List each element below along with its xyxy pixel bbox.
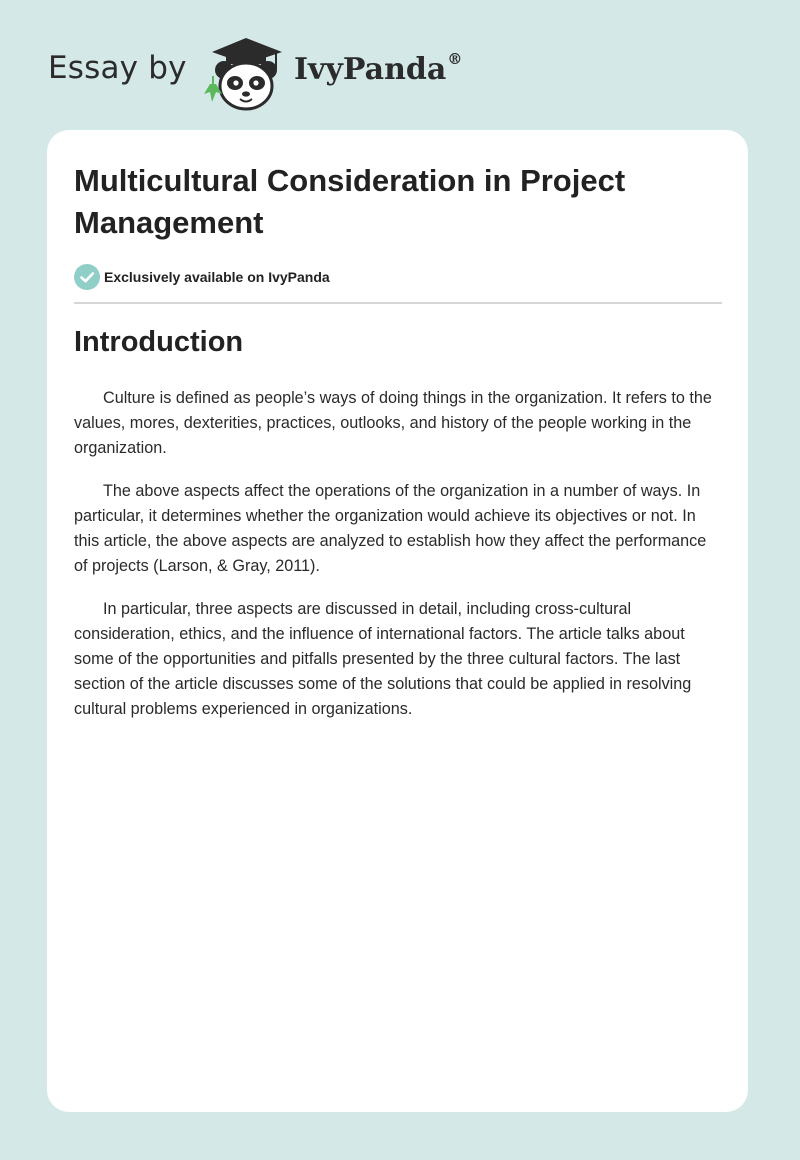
check-circle-icon xyxy=(74,264,100,290)
brand-name[interactable] xyxy=(294,52,462,87)
paragraph: In particular, three aspects are discussed in detail, including cross-cultural consideration, ethics, and the influence of international factors. The article talks about some of the opportunities and pitfalls presented by the three cultural factors. The last section of the article discusses some of the solutions that could be applied in resolving cultural problems experienced in organizations. xyxy=(74,600,692,718)
site-header xyxy=(48,30,548,110)
panda-graduate-logo-icon[interactable] xyxy=(200,36,290,112)
divider xyxy=(74,302,722,304)
brand-name-text: IvyPanda xyxy=(294,52,447,87)
exclusive-badge xyxy=(74,264,330,290)
registered-mark: ® xyxy=(447,50,463,68)
page-title: Multicultural Consideration in Project Management xyxy=(74,163,626,240)
paragraph: Culture is defined as people’s ways of doing things in the organization. It refers to the values, mores, dexterities, practices, outlooks, and history of the people working in the organization. xyxy=(74,389,712,457)
essay-card xyxy=(47,130,748,1112)
paragraph: The above aspects affect the operations of the organization in a number of ways. In particular, it determines whether the organization would achieve its objectives or not. In this article, the above aspects are analyzed to establish how they affect the performance of projects (Larson, & Gray, 2011). xyxy=(74,482,707,575)
article-body xyxy=(74,386,724,740)
essay-by-label: Essay by xyxy=(48,50,187,86)
section-heading-introduction: Introduction xyxy=(74,326,244,358)
exclusive-badge-label: Exclusively available on IvyPanda xyxy=(104,269,330,285)
